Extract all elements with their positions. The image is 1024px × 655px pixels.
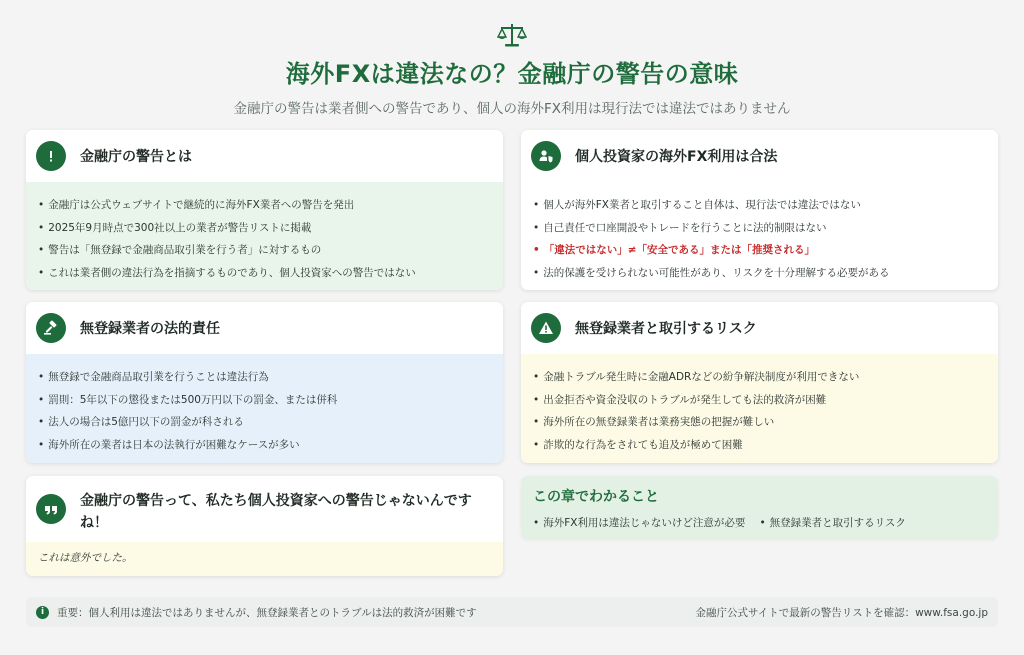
card-header [521, 130, 998, 182]
list-item: • 無登録で金融商品取引業を行うことは違法行為 [38, 366, 489, 389]
card-title: 無登録業者の法的責任 [80, 321, 220, 337]
quote-icon [36, 494, 66, 524]
card-body [26, 182, 503, 290]
list-item: • 個人が海外FX業者と取引すること自体は、現行法では違法ではない [533, 194, 984, 217]
list-item: • これは業者側の違法行為を指摘するものであり、個人投資家への警告ではない [38, 262, 489, 285]
info-icon: i [36, 606, 49, 619]
list-item: • 海外所在の無登録業者は業務実態の把握が難しい [533, 411, 984, 434]
exclamation-icon [36, 141, 66, 171]
list-item: • 警告は「無登録で金融商品取引業を行う者」に対するもの [38, 239, 489, 262]
list-item: • 法的保護を受けられない可能性があり、リスクを十分理解する必要がある [533, 262, 984, 285]
chapter-summary [521, 476, 998, 539]
user-shield-icon [531, 141, 561, 171]
scale-icon [497, 22, 527, 48]
list-item: • 2025年9月時点で300社以上の業者が警告リストに掲載 [38, 217, 489, 240]
warning-list-item: • 「違法ではない」≠「安全である」または「推奨される」 [533, 239, 984, 262]
page-subtitle: 金融庁の警告は業者側への警告であり、個人の海外FX利用は現行法では違法ではありません [233, 101, 791, 117]
summary-items [533, 515, 986, 530]
list-item: • 出金拒否や資金没収のトラブルが発生しても法的救済が困難 [533, 389, 984, 412]
card-title: 個人投資家の海外FX利用は合法 [575, 149, 778, 165]
quote-card [26, 476, 503, 576]
list-item: • 金融庁は公式ウェブサイトで継続的に海外FX業者への警告を発出 [38, 194, 489, 217]
card-header [26, 130, 503, 182]
card-header [26, 302, 503, 354]
footer-note: 重要：個人利用は違法ではありませんが、無登録業者とのトラブルは法的救済が困難です [57, 606, 477, 619]
warning-triangle-icon [531, 313, 561, 343]
header [0, 22, 1024, 117]
summary-title: この章でわかること [533, 489, 659, 505]
gavel-icon [36, 313, 66, 343]
list-item: • 自己責任で口座開設やトレードを行うことに法的制限はない [533, 217, 984, 240]
summary-item: • 無登録業者と取引するリスク [759, 515, 906, 530]
page-title: 海外FXは違法なの？金融庁の警告の意味 [285, 60, 739, 88]
card-body [521, 354, 998, 463]
card-individual-legal [521, 130, 998, 290]
card-unregistered-risk [521, 302, 998, 463]
list-item: • 法人の場合は5億円以下の罰金が科される [38, 411, 489, 434]
card-title: 金融庁の警告とは [80, 149, 192, 165]
card-fsa-warning [26, 130, 503, 290]
card-title: 無登録業者と取引するリスク [575, 321, 757, 337]
list-item: • 罰則：5年以下の懲役または500万円以下の罰金、または併科 [38, 389, 489, 412]
footer-note-group [36, 605, 477, 620]
card-body [26, 354, 503, 463]
footer [26, 597, 998, 627]
list-item: • 金融トラブル発生時に金融ADRなどの紛争解決制度が利用できない [533, 366, 984, 389]
card-header [521, 302, 998, 354]
list-item: • 海外所在の業者は日本の法執行が困難なケースが多い [38, 434, 489, 457]
card-body [521, 182, 998, 290]
card-unregistered-liability [26, 302, 503, 463]
list-item: • 詐欺的な行為をされても追及が極めて困難 [533, 434, 984, 457]
quote-text: 金融庁の警告って、私たち個人投資家への警告じゃないんですね！ [80, 493, 472, 531]
fsa-link[interactable]: 金融庁公式サイトで最新の警告リストを確認：www.fsa.go.jp [695, 606, 988, 619]
quote-header [26, 476, 503, 542]
summary-item: • 海外FX利用は違法じゃないけど注意が必要 [533, 515, 745, 530]
quote-response: これは意外でした。 [26, 542, 503, 576]
